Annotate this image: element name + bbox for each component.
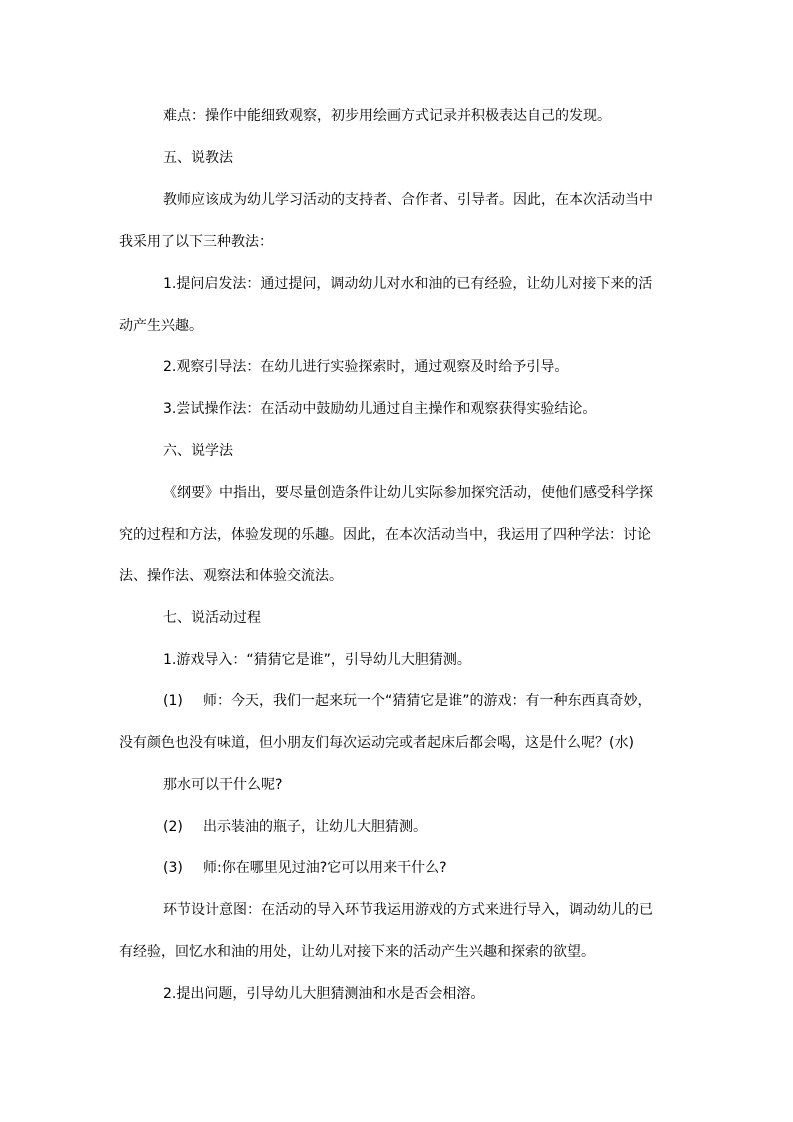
paragraph-line: 法、操作法、观察法和体验交流法。 <box>119 568 343 584</box>
list-item <box>163 859 447 877</box>
process-step: 2.提出问题，引导幼儿大胆猜测油和水是否会相溶。 <box>163 986 485 1002</box>
method-item: 3.尝试操作法：在活动中鼓励幼儿通过自主操作和观察获得实验结论。 <box>163 401 597 417</box>
section-heading-activity-process: 七、说活动过程 <box>163 610 261 626</box>
paragraph-line: 教师应该成为幼儿学习活动的支持者、合作者、引导者。因此，在本次活动当中 <box>163 192 653 208</box>
list-item-number: (3) <box>163 860 183 876</box>
process-step: 1.游戏导入：“猜猜它是谁”，引导幼儿大胆猜测。 <box>163 652 471 668</box>
difficulty-point: 难点：操作中能细致观察，初步用绘画方式记录并积极表达自己的发现。 <box>163 108 611 124</box>
list-item-number: (1) <box>163 693 183 709</box>
list-item <box>163 692 652 710</box>
section-heading-teaching-methods: 五、说教法 <box>163 150 233 166</box>
paragraph-line: 那水可以干什么呢? <box>163 777 283 793</box>
paragraph-line: 环节设计意图：在活动的导入环节我运用游戏的方式来进行导入，调动幼儿的已 <box>163 902 653 918</box>
section-heading-learning-methods: 六、说学法 <box>163 443 233 459</box>
paragraph-line: 究的过程和方法，体验发现的乐趣。因此，在本次活动当中，我运用了四种学法：讨论 <box>119 527 651 543</box>
list-item-text: 师：今天，我们一起来玩一个“猜猜它是谁”的游戏：有一种东西真奇妙， <box>203 693 652 709</box>
list-item-number: (2) <box>163 819 183 835</box>
paragraph-line: 没有颜色也没有味道，但小朋友们每次运动完或者起床后都会喝，这是什么呢？(水) <box>119 735 634 751</box>
paragraph-line: 有经验，回忆水和油的用处，让幼儿对接下来的活动产生兴趣和探索的欲望。 <box>119 944 595 960</box>
method-item: 2.观察引导法：在幼儿进行实验探索时，通过观察及时给予引导。 <box>163 359 569 375</box>
list-item-text: 师:你在哪里见过油?它可以用来干什么? <box>203 860 447 876</box>
list-item <box>163 818 427 836</box>
method-item: 1.提问启发法：通过提问，调动幼儿对水和油的已有经验，让幼儿对接下来的活 <box>163 276 653 292</box>
paragraph-line: 《纲要》中指出，要尽量创造条件让幼儿实际参加探究活动，使他们感受科学探 <box>163 485 653 501</box>
paragraph-line: 动产生兴趣。 <box>119 318 203 334</box>
list-item-text: 出示装油的瓶子，让幼儿大胆猜测。 <box>203 819 427 835</box>
paragraph-line: 我采用了以下三种教法： <box>119 234 273 250</box>
